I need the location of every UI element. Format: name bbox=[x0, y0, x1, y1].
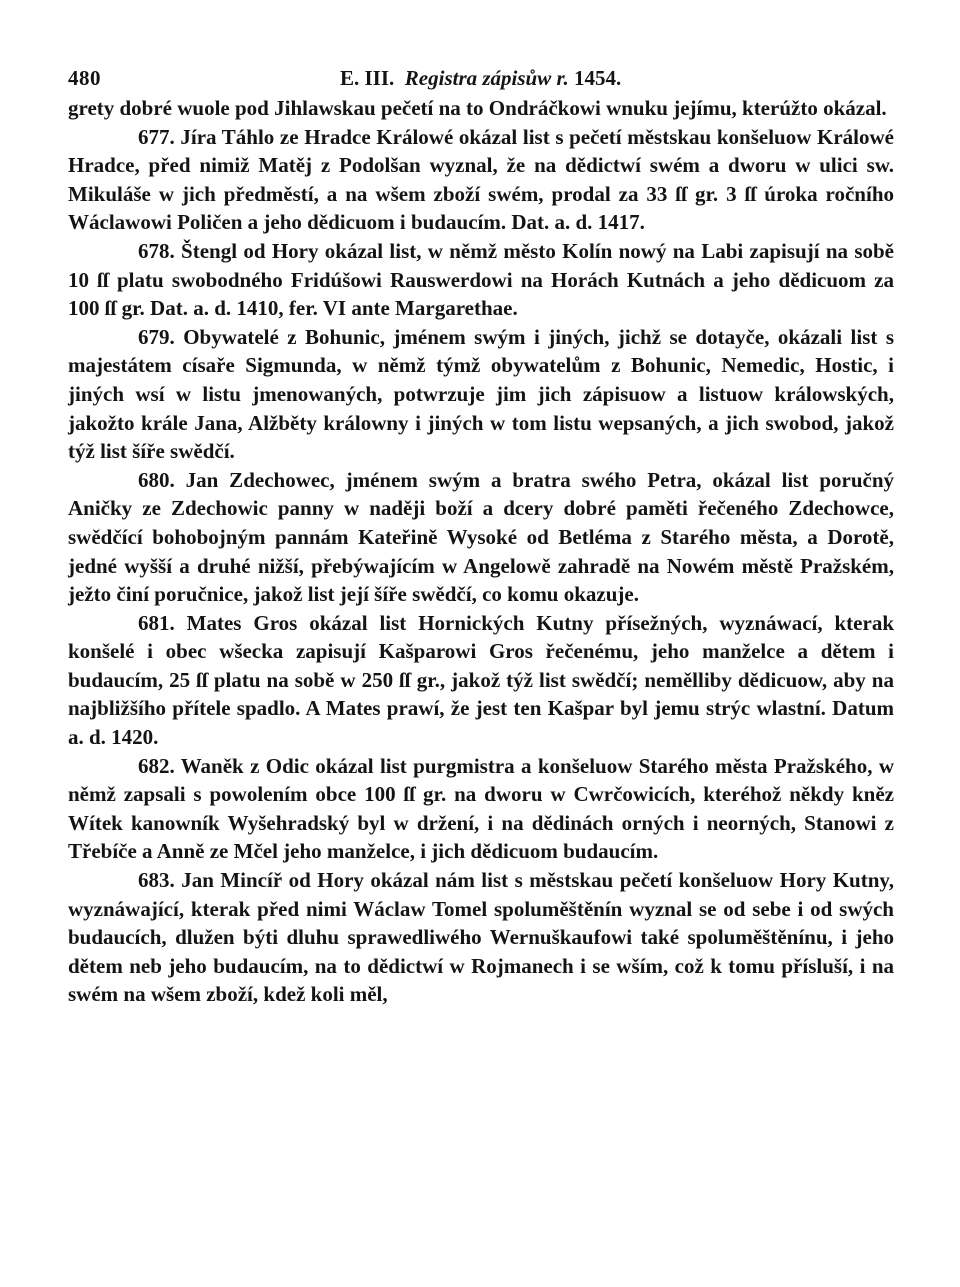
continuation-paragraph: grety dobré wuole pod Jihlawskau pečetí na to Ondráčkowi wnuku jejímu, kterúžto okázal. bbox=[68, 96, 887, 120]
section-label: E. III. bbox=[340, 66, 395, 90]
entry-682: 682. Waněk z Odic okázal list purgmistra a konšeluow Starého města Pražského, w němž zapsali s powolením obce 100 ſſ gr. na dworu w Cwrčowicích, kteréhož někdy kněz Wítek kanowník Wyšehradský byl w držení, i na dědinách orných i neorných, Stanowi z Třebíče a Anně ze Mčel jeho manželce, i jich dědicuom budaucím. bbox=[68, 753, 894, 864]
entry-681: 681. Mates Gros okázal list Hornických Kutny přísežných, wyznáwací, kterak konšelé i obec wšecka zapisují Kašparowi Gros řečenému, jeho manželce a dětem i budaucím, 25 ſſ platu na sobě w 250 ſſ gr., jakož týž list swědčí; nemělliby dědicuow, aby na najbližšího přítele spadlo. A Mates prawí, že jest ten Kašpar byl jemu strýc wlastní. Datum a. d. 1420. bbox=[68, 610, 894, 750]
entry-680: 680. Jan Zdechowec, jménem swým a bratra swého Petra, okázal list poručný Aničky ze Zdechowic panny w naději boží a dcery dobré paměti řečeného Zdechowce, swědčící bohobojným pannám Kateřině Wysoké od Betléma z Starého města, a Dorotě, jedné wyšší a druhé nižší, přebýwajícím w Angelowě zahradě na Nowém městě Pražském, ježto činí poručnice, jakož list její šíře swědčí, co komu okazuje. bbox=[68, 467, 894, 607]
book-page bbox=[68, 58, 894, 1009]
register-year: 1454. bbox=[574, 66, 622, 90]
register-title: Registra zápisůw r. bbox=[404, 66, 569, 90]
entry-678: 678. Štengl od Hory okázal list, w němž město Kolín nowý na Labi zapisují na sobě 10 ſſ platu swobodného Fridúšowi Rauswerdowi na Horách Kutnách a jeho dědicuom za 100 ſſ gr. Dat. a. d. 1410, fer. VI ante Margarethae. bbox=[68, 238, 894, 321]
entry-683: 683. Jan Mincíř od Hory okázal nám list s městskau pečetí konšeluow Hory Kutny, wyznáwající, kterak před nimi Wáclaw Tomel spoluměštěnín wyznal se od sebe i od swých budaucích, dlužen býti dluhu sprawedliwého Wernuškaufowi také spoluměštěnínu, i jeho dětem neb jeho budaucím, na to dědictwí w Rojmanech i se wším, což k tomu přísluší, i na swém na wšem zboží, kdež koli měl, bbox=[68, 868, 894, 1007]
running-title bbox=[340, 66, 621, 91]
entry-677: 677. Jíra Táhlo ze Hradce Králowé okázal list s pečetí městskau konšeluow Králowé Hradce, před nimiž Matěj z Podolšan wyznal, že na dědictwí swém a dworu w ulici sw. Mikuláše w jich předměstí, a na wšem zboží swém, prodal za 33 ſſ gr. 3 ſſ úroka ročního Wáclawowi Poličen a jeho dědicuom i budaucím. Dat. a. d. 1417. bbox=[68, 124, 894, 235]
body-text bbox=[68, 94, 894, 1009]
page-number: 480 bbox=[68, 66, 101, 90]
entry-679: 679. Obywatelé z Bohunic, jménem swým i jiných, jichž se dotayče, okázali list s majestátem císaře Sigmunda, w němž týmž obywatelům z Bohunic, Nemedic, Hostic, i jiných wsí w listu jmenowaných, potwrzuje jim jich zápisuow a listuow králowských, jakožto krále Jana, Alžběty králowny i jiných w tom listu wepsaných, a jich swobod, jakož týž list šíře swědčí. bbox=[68, 324, 894, 464]
running-header bbox=[68, 58, 894, 94]
